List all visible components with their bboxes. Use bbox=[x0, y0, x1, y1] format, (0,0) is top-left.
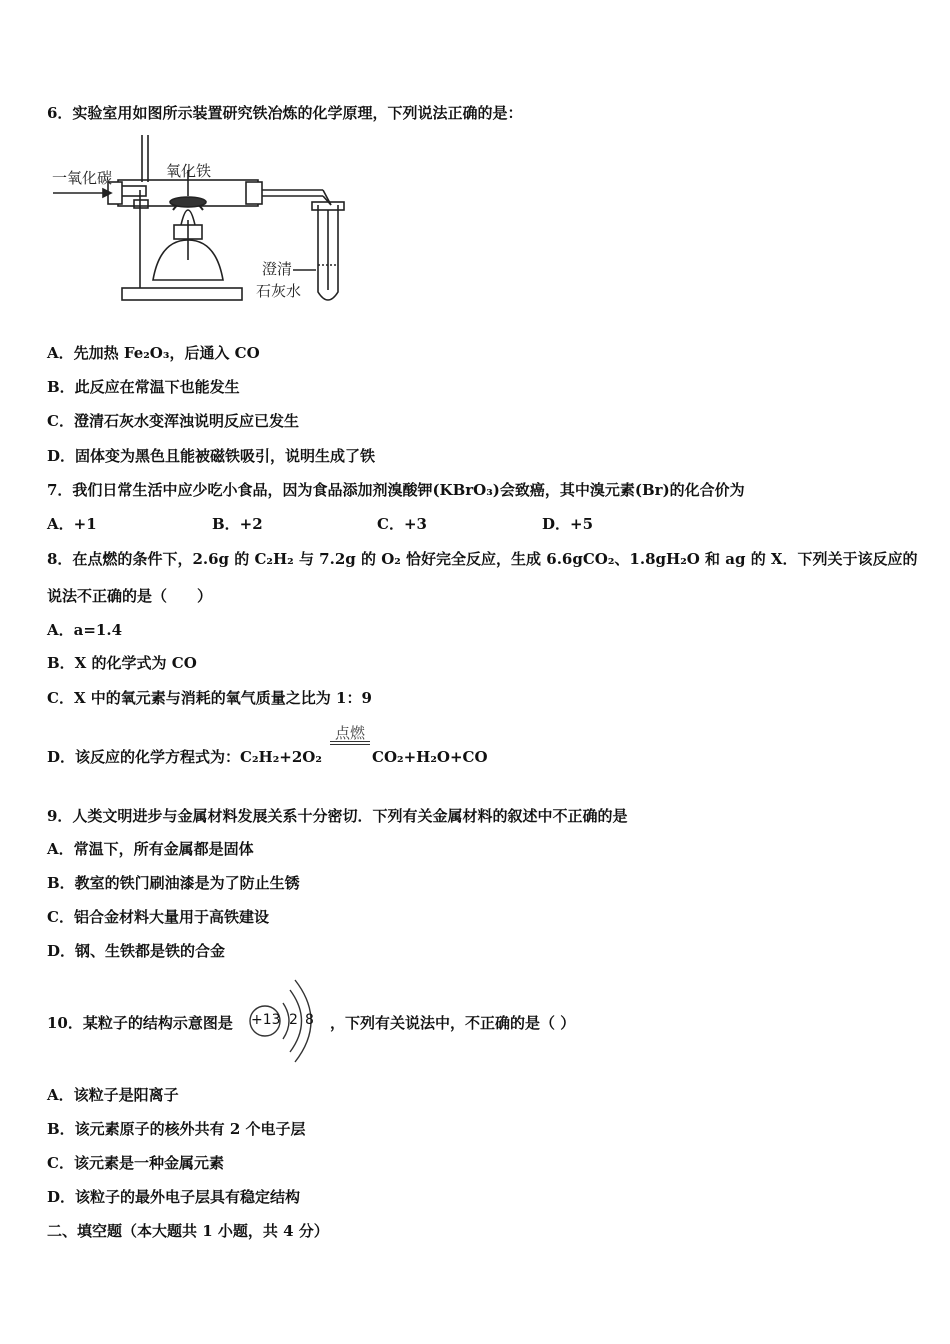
q6-option-a: A．先加热 Fe₂O₃，后通入 CO bbox=[47, 344, 260, 362]
q6-stem: 6．实验室用如图所示装置研究铁冶炼的化学原理，下列说法正确的是： bbox=[47, 104, 523, 122]
q10-option-a: A．该粒子是阳离子 bbox=[47, 1086, 179, 1104]
apparatus-drawing bbox=[48, 130, 368, 310]
q9-stem: 9．人类文明进步与金属材料发展关系十分密切．下列有关金属材料的叙述中不正确的是 bbox=[47, 807, 628, 825]
q9-option-c: C．铝合金材料大量用于高铁建设 bbox=[47, 908, 269, 926]
q8-option-d-suffix: CO₂+H₂O+CO bbox=[372, 748, 488, 766]
shell2-electrons: 8 bbox=[305, 1012, 314, 1028]
q9-option-b: B．教室的铁门刷油漆是为了防止生锈 bbox=[47, 874, 300, 892]
nucleus-charge: +13 bbox=[251, 1012, 281, 1028]
q7-option-d: D．+5 bbox=[542, 515, 594, 533]
limewater-label-line2: 石灰水 bbox=[256, 282, 302, 300]
fe2o3-label: 氧化铁 bbox=[166, 162, 212, 180]
q7-option-c: C．+3 bbox=[377, 515, 427, 533]
co-label: 一氧化碳 bbox=[52, 169, 113, 187]
q7-option-b: B．+2 bbox=[212, 515, 263, 533]
q10-stem-prefix: 10．某粒子的结构示意图是 bbox=[47, 1014, 233, 1032]
q6-option-b: B．此反应在常温下也能发生 bbox=[47, 378, 240, 396]
q8-option-d-prefix: D．该反应的化学方程式为：C₂H₂+2O₂ bbox=[47, 748, 322, 766]
q8-option-b: B．X 的化学式为 CO bbox=[47, 654, 197, 672]
shell1-electrons: 2 bbox=[289, 1012, 298, 1028]
q7-stem: 7．我们日常生活中应少吃小食品，因为食品添加剂溴酸钾(KBrO₃)会致癌，其中溴元素(Br)的化合价为 bbox=[47, 481, 745, 499]
section-2-title: 二、填空题（本大题共 1 小题，共 4 分） bbox=[47, 1222, 329, 1240]
q8-option-a: A．a=1.4 bbox=[47, 621, 123, 639]
q10-stem-suffix: ，下列有关说法中，不正确的是（ ） bbox=[330, 1014, 576, 1032]
atomic-structure-diagram bbox=[245, 975, 335, 1065]
q6-option-c: C．澄清石灰水变浑浊说明反应已发生 bbox=[47, 412, 299, 430]
q6-option-d: D．固体变为黑色且能被磁铁吸引，说明生成了铁 bbox=[47, 447, 376, 465]
q8-option-c: C．X 中的氧元素与消耗的氧气质量之比为 1：9 bbox=[47, 689, 372, 707]
equation-line-bottom bbox=[330, 744, 370, 745]
equation-line-top bbox=[330, 741, 370, 742]
q7-option-a: A．+1 bbox=[47, 515, 97, 533]
q9-option-a: A．常温下，所有金属都是固体 bbox=[47, 840, 254, 858]
q10-option-c: C．该元素是一种金属元素 bbox=[47, 1154, 224, 1172]
limewater-label-line1: 澄清 bbox=[262, 260, 293, 278]
reaction-condition: 点燃 bbox=[334, 724, 365, 742]
q8-stem-line2: 说法不正确的是（ ） bbox=[47, 587, 213, 605]
q8-stem-line1: 8．在点燃的条件下，2.6g 的 C₂H₂ 与 7.2g 的 O₂ 恰好完全反应，生成 6.6gCO₂、1.8gH₂O 和 ag 的 X．下列关于该反应的 bbox=[47, 550, 918, 568]
q10-option-d: D．该粒子的最外电子层具有稳定结构 bbox=[47, 1188, 301, 1206]
iron-smelting-apparatus-figure bbox=[48, 130, 368, 310]
q9-option-d: D．钢、生铁都是铁的合金 bbox=[47, 942, 226, 960]
q10-option-b: B．该元素原子的核外共有 2 个电子层 bbox=[47, 1120, 306, 1138]
